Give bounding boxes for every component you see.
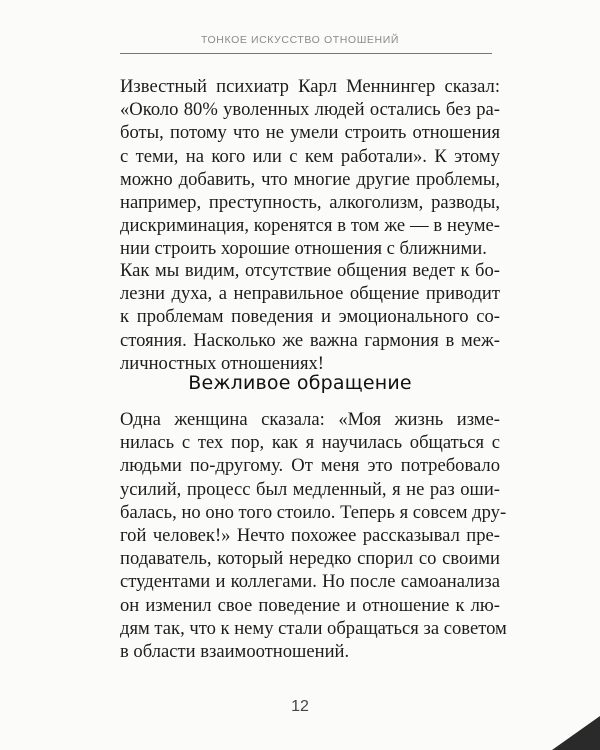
paragraph-line: гой человек!» Нечто похожее рассказывал пре- bbox=[120, 525, 500, 547]
paragraph-line: к проблемам поведения и эмоционального со- bbox=[120, 306, 500, 328]
paragraph-line: усилий, процесс был медленный, я не раз оши- bbox=[120, 478, 500, 500]
paragraph-line: людьми по-другому. От меня это потребовало bbox=[120, 455, 500, 477]
paragraph-line: дям так, что к нему стали обращаться за советом bbox=[120, 617, 507, 639]
paragraph-line: «Около 80% уволенных людей остались без ра- bbox=[120, 99, 500, 121]
page-corner-shadow bbox=[552, 716, 600, 750]
paragraph-line: студентами и коллегами. Но после самоанализа bbox=[120, 571, 500, 593]
paragraph-line: Известный психиатр Карл Меннингер сказал: bbox=[120, 76, 500, 97]
paragraph-line: например, преступность, алкоголизм, разводы, bbox=[120, 192, 500, 214]
paragraph-line: боты, потому что не умели строить отношения bbox=[120, 122, 500, 144]
paragraph-line: нии строить хорошие отношения с ближними. bbox=[120, 238, 487, 260]
paragraph-line: стояния. Насколько же важна гармония в меж- bbox=[120, 329, 500, 351]
paragraph-1 bbox=[120, 75, 500, 261]
paragraph-line: он изменил свое поведение и отношение к лю- bbox=[120, 594, 500, 616]
paragraph-line: лезни духа, а неправильное общение приводит bbox=[120, 283, 500, 305]
paragraph-line: с теми, на кого или с кем работали». К этому bbox=[120, 145, 500, 167]
paragraph-line: в области взаимоотношений. bbox=[120, 641, 350, 663]
running-header: ТОНКОЕ ИСКУССТВО ОТНОШЕНИЙ bbox=[200, 34, 400, 46]
paragraph-line: Как мы видим, отсутствие общения ведет к бо- bbox=[120, 260, 500, 281]
paragraph-line: подаватель, который нередко спорил со своими bbox=[120, 548, 500, 570]
section-heading: Вежливое обращение bbox=[188, 372, 412, 394]
paragraph-line: дискриминация, коренятся в том же — в неуме- bbox=[120, 215, 500, 237]
paragraph-2 bbox=[120, 259, 500, 375]
paragraph-line: можно добавить, что многие другие проблемы, bbox=[120, 168, 500, 190]
paragraph-line: Одна женщина сказала: «Моя жизнь изме- bbox=[120, 409, 500, 430]
paragraph-line: личностных отношениях! bbox=[120, 352, 324, 374]
page-number: 12 bbox=[291, 698, 309, 715]
paragraph-line: нилась с тех пор, как я научилась общаться с bbox=[120, 432, 500, 454]
header-rule bbox=[120, 53, 492, 54]
paragraph-line: балась, но оно того стоило. Теперь я совсем дру- bbox=[120, 501, 507, 523]
paragraph-3 bbox=[120, 408, 507, 663]
